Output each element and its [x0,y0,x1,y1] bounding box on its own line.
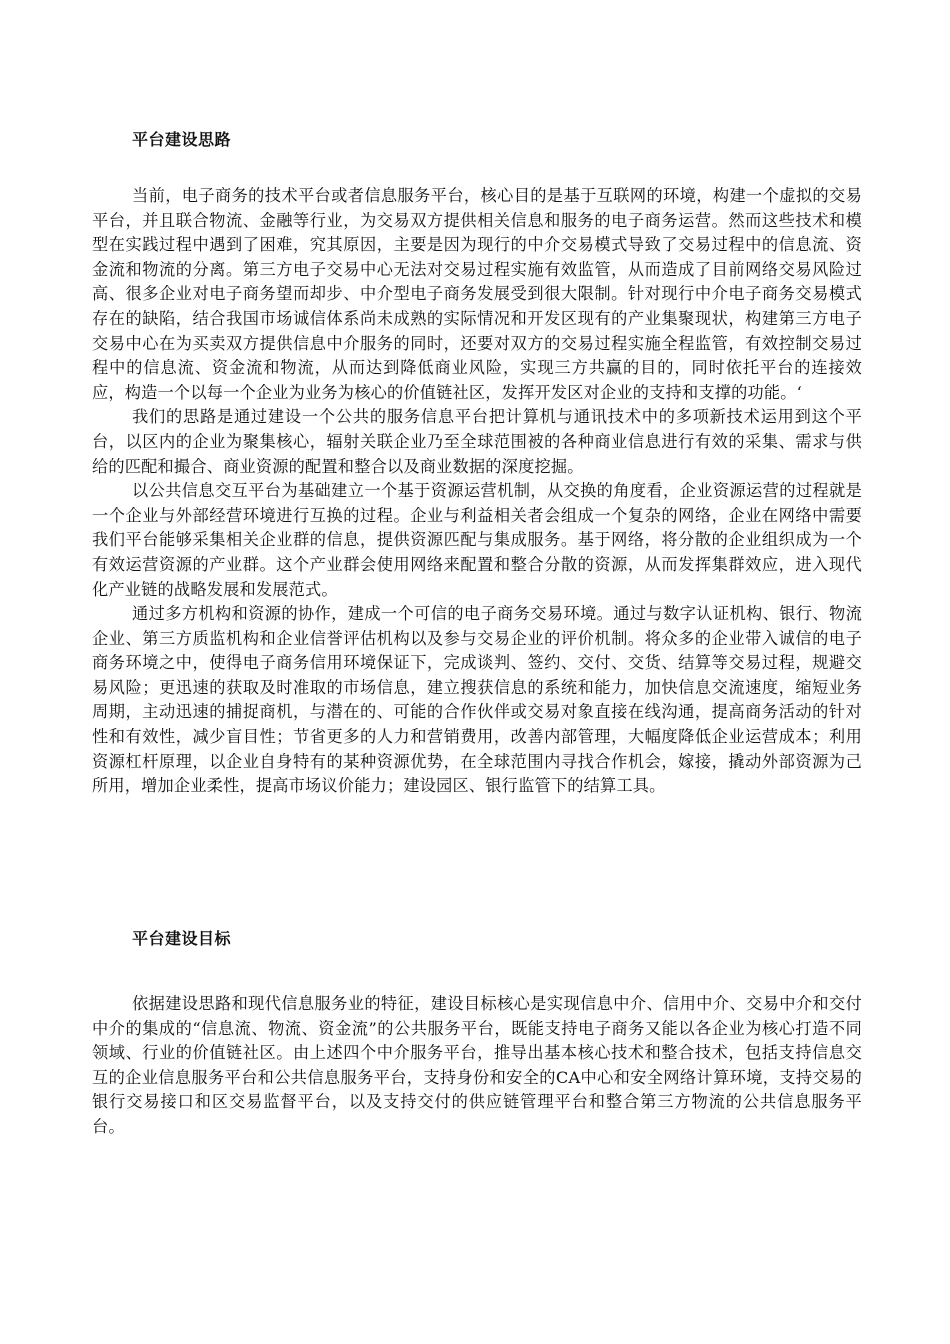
paragraph: 以公共信息交互平台为基础建立一个基于资源运营机制，从交换的角度看，企业资源运营的过程就是一个企业与外部经营环境进行互换的过程。企业与利益相关者会组成一个复杂的网络，企业在网络中需要我们平台能够采集相关企业群的信息，提供资源匹配与集成服务。基于网络，将分散的企业组织成为一个有效运营资源的产业群。这个产业群会使用网络来配置和整合分散的资源，从而发挥集群效应，进入现代化产业链的战略发展和发展范式。 [92,481,862,599]
section-body-platform-goals [92,992,862,1140]
paragraph: 通过多方机构和资源的协作，建成一个可信的电子商务交易环境。通过与数字认证机构、银行、物流企业、第三方质监机构和企业信誉评估机构以及参与交易企业的评价机制。将众多的企业带入诚信的电子商务环境之中，使得电子商务信用环境保证下，完成谈判、签约、交付、交货、结算等交易过程，规避交易风险；更迅速的获取及时准取的市场信息，建立搜获信息的系统和能力，加快信息交流速度，缩短业务周期，主动迅速的捕捉商机，与潜在的、可能的合作伙伴或交易对象直接在线沟通，提高商务活动的针对性和有效性，减少盲目性；节省更多的人力和营销费用，改善内部管理，大幅度降低企业运营成本；利用资源杠杆原理，以企业自身特有的某种资源优势，在全球范围内寻找合作机会，嫁接，撬动外部资源为己所用，增加企业柔性，提高市场议价能力；建设园区、银行监管下的结算工具。 [92,604,862,796]
section-body-platform-approach [92,184,862,799]
section-heading-platform-goals: 平台建设目标 [132,929,232,948]
section-heading-platform-approach: 平台建设思路 [132,130,232,149]
paragraph: 我们的思路是通过建设一个公共的服务信息平台把计算机与通讯技术中的多项新技术运用到这个平台，以区内的企业为聚集核心，辐射关联企业乃至全球范围被的各种商业信息进行有效的采集、需求与供给的匹配和撮合、商业资源的配置和整合以及商业数据的深度挖掘。 [92,407,862,476]
paragraph: 当前，电子商务的技术平台或者信息服务平台，核心目的是基于互联网的环境，构建一个虚拟的交易平台，并且联合物流、金融等行业，为交易双方提供相关信息和服务的电子商务运营。然而这些技术和模型在实践过程中遇到了困难，究其原因，主要是因为现行的中介交易模式导致了交易过程中的信息流、资金流和物流的分离。第三方电子交易中心无法对交易过程实施有效监管，从而造成了目前网络交易风险过高、很多企业对电子商务望而却步、中介型电子商务发展受到很大限制。针对现行中介电子商务交易模式存在的缺陷，结合我国市场诚信体系尚未成熟的实际情况和开发区现有的产业集聚现状，构建第三方电子交易中心在为买卖双方提供信息中介服务的同时，还要对双方的交易过程实施全程监管，有效控制交易过程中的信息流、资金流和物流，从而达到降低商业风险，实现三方共赢的目的，同时依托平台的连接效应，构造一个以每一个企业为业务为核心的价值链社区，发挥开发区对企业的支持和支撑的功能。‘ [92,186,862,402]
paragraph: 依据建设思路和现代信息服务业的特征，建设目标核心是实现信息中介、信用中介、交易中介和交付中介的集成的“信息流、物流、资金流”的公共服务平台，既能支持电子商务又能以各企业为核心打造不同领域、行业的价值链社区。由上述四个中介服务平台，推导出基本核心技术和整合技术，包括支持信息交互的企业信息服务平台和公共信息服务平台，支持身份和安全的CA中心和安全网络计算环境，支持交易的银行交易接口和区交易监督平台，以及支持交付的供应链管理平台和整合第三方物流的公共信息服务平台。 [92,994,862,1136]
